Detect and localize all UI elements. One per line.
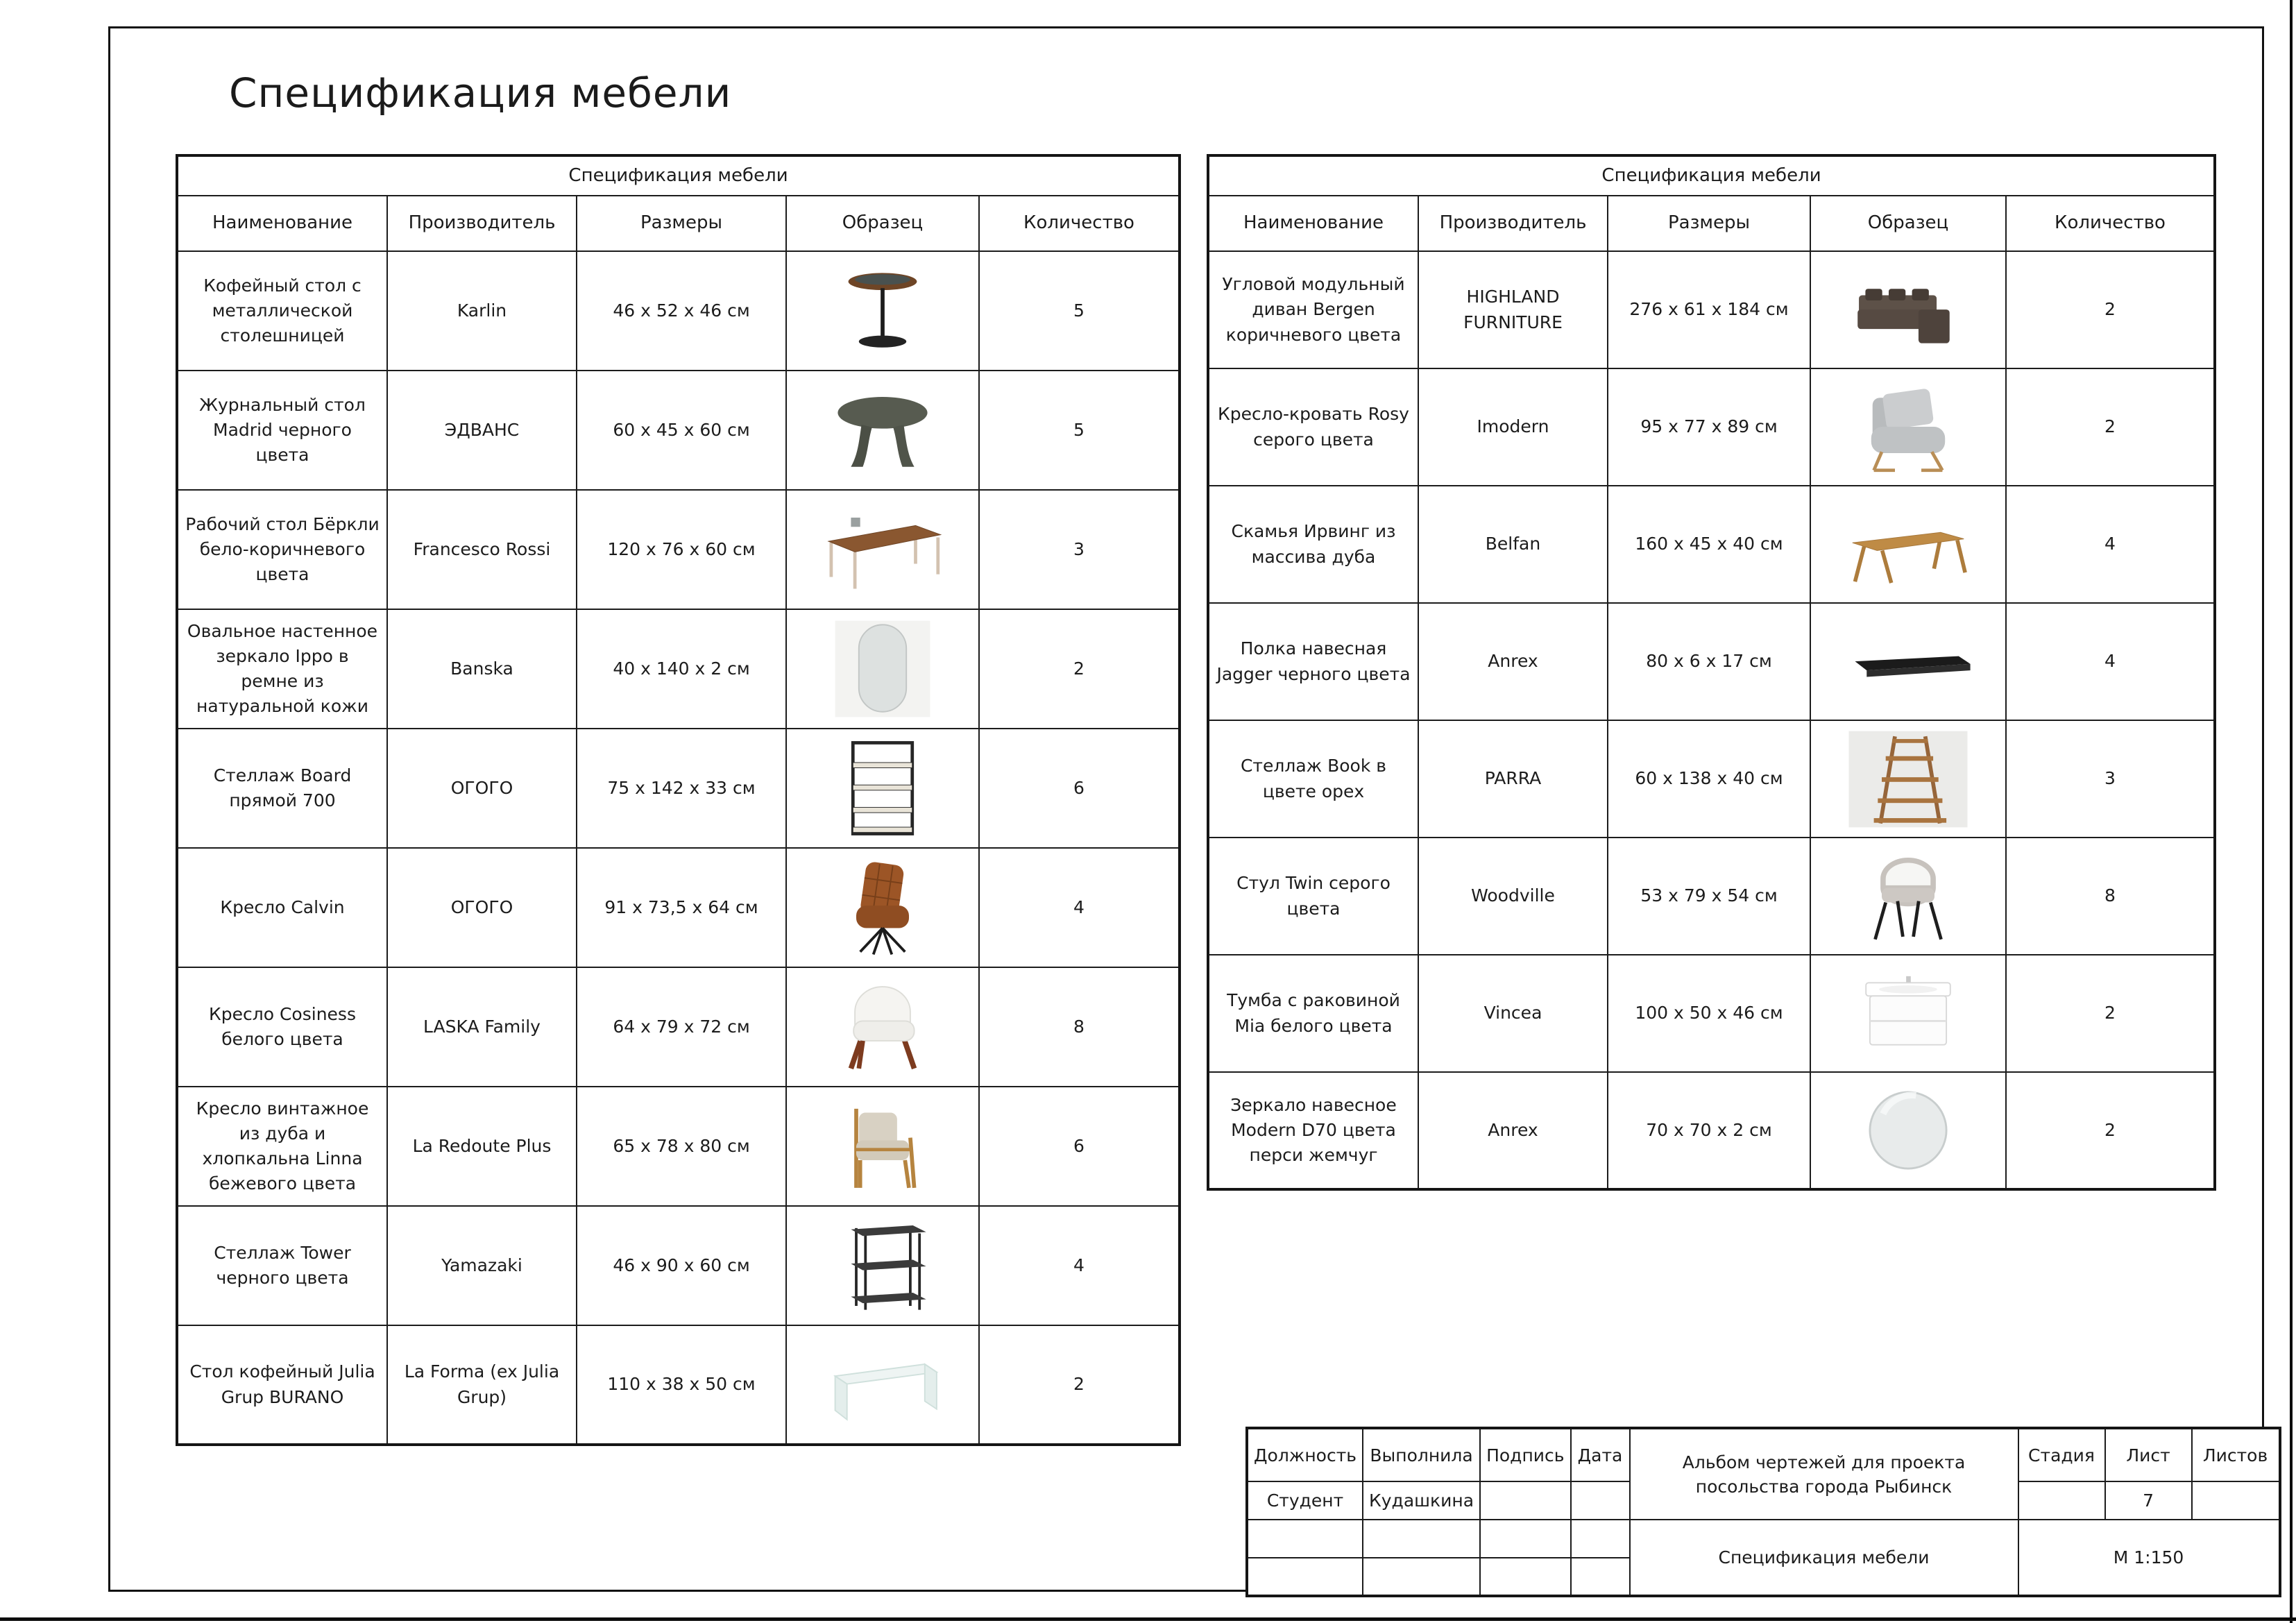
table-row xyxy=(177,490,1180,609)
table-row xyxy=(177,848,1180,967)
date-label: Дата xyxy=(1571,1428,1630,1481)
item-manufacturer: Anrex xyxy=(1418,603,1608,720)
item-manufacturer: PARRA xyxy=(1418,720,1608,838)
item-quantity: 2 xyxy=(2006,368,2215,486)
item-name: Стеллаж Tower черного цвета xyxy=(177,1206,387,1325)
item-quantity: 5 xyxy=(979,251,1180,371)
executed-by-label: Выполнила xyxy=(1363,1428,1480,1481)
title-block-empty-row xyxy=(1247,1520,2280,1558)
sample-image-board-shelf xyxy=(786,729,979,848)
item-quantity: 8 xyxy=(979,967,1180,1087)
item-dimensions: 110 х 38 х 50 см xyxy=(577,1325,786,1445)
item-dimensions: 95 х 77 х 89 см xyxy=(1608,368,1810,486)
table-row xyxy=(1208,251,2215,368)
sample-image-modern-mirror xyxy=(1810,1072,2006,1189)
item-name: Овальное настенное зеркало Ippo в ремне из натуральной кожи xyxy=(177,609,387,729)
sample-image-berkli-desk xyxy=(786,490,979,609)
item-manufacturer: HIGHLAND FURNITURE xyxy=(1418,251,1608,368)
signature-value xyxy=(1480,1481,1570,1520)
sheet-label: Лист xyxy=(2105,1428,2192,1481)
item-quantity: 4 xyxy=(979,848,1180,967)
item-manufacturer: Anrex xyxy=(1418,1072,1608,1189)
item-name: Стеллаж Book в цвете орех xyxy=(1208,720,1418,838)
position-value: Студент xyxy=(1247,1481,1363,1520)
item-manufacturer: Woodville xyxy=(1418,838,1608,955)
item-dimensions: 100 х 50 х 46 см xyxy=(1608,955,1810,1072)
item-name: Журнальный стол Madrid черного цвета xyxy=(177,371,387,490)
item-dimensions: 53 х 79 х 54 см xyxy=(1608,838,1810,955)
col-header-manufacturer: Производитель xyxy=(1418,196,1608,251)
item-name: Кресло Calvin xyxy=(177,848,387,967)
sample-image-burano-table xyxy=(786,1325,979,1445)
sample-image-mia-vanity xyxy=(1810,955,2006,1072)
column-header-row xyxy=(177,196,1180,251)
table-row xyxy=(177,1087,1180,1206)
item-manufacturer: LASKA Family xyxy=(387,967,577,1087)
item-manufacturer: La Redoute Plus xyxy=(387,1087,577,1206)
sample-image-tower-shelf xyxy=(786,1206,979,1325)
item-quantity: 2 xyxy=(979,1325,1180,1445)
item-name: Полка навесная Jagger черного цвета xyxy=(1208,603,1418,720)
item-dimensions: 46 х 90 х 60 см xyxy=(577,1206,786,1325)
item-dimensions: 46 х 52 х 46 см xyxy=(577,251,786,371)
date-value xyxy=(1571,1481,1630,1520)
executed-by-value: Кудашкина xyxy=(1363,1481,1480,1520)
sheets-value xyxy=(2192,1481,2280,1520)
col-header-manufacturer: Производитель xyxy=(387,196,577,251)
table-row xyxy=(177,251,1180,371)
item-name: Стеллаж Board прямой 700 xyxy=(177,729,387,848)
table-title: Спецификация мебели xyxy=(177,155,1180,196)
sample-image-madrid-table xyxy=(786,371,979,490)
item-name: Кофейный стол с металлической столешницей xyxy=(177,251,387,371)
col-header-quantity: Количество xyxy=(2006,196,2215,251)
sample-image-cosiness-chair xyxy=(786,967,979,1087)
col-header-dimensions: Размеры xyxy=(1608,196,1810,251)
table-row xyxy=(1208,368,2215,486)
item-quantity: 6 xyxy=(979,1087,1180,1206)
item-name: Стул Twin серого цвета xyxy=(1208,838,1418,955)
furniture-spec-table-left xyxy=(176,154,1181,1446)
stage-label: Стадия xyxy=(2018,1428,2105,1481)
table-row xyxy=(1208,486,2215,603)
table-row xyxy=(177,371,1180,490)
item-dimensions: 276 х 61 х 184 см xyxy=(1608,251,1810,368)
item-quantity: 2 xyxy=(979,609,1180,729)
sample-image-jagger-shelf xyxy=(1810,603,2006,720)
sample-image-calvin-chair xyxy=(786,848,979,967)
item-manufacturer: Karlin xyxy=(387,251,577,371)
item-manufacturer: Belfan xyxy=(1418,486,1608,603)
col-header-dimensions: Размеры xyxy=(577,196,786,251)
sample-image-irving-bench xyxy=(1810,486,2006,603)
table-row xyxy=(1208,838,2215,955)
item-quantity: 3 xyxy=(2006,720,2215,838)
table-row xyxy=(177,1325,1180,1445)
item-name: Стол кофейный Julia Grup BURANO xyxy=(177,1325,387,1445)
position-label: Должность xyxy=(1247,1428,1363,1481)
signature-label: Подпись xyxy=(1480,1428,1570,1481)
col-header-sample: Образец xyxy=(786,196,979,251)
item-quantity: 4 xyxy=(2006,603,2215,720)
table-title-row xyxy=(1208,155,2215,196)
item-quantity: 3 xyxy=(979,490,1180,609)
scale-value: М 1:150 xyxy=(2018,1520,2280,1596)
item-dimensions: 70 х 70 х 2 см xyxy=(1608,1072,1810,1189)
item-dimensions: 160 х 45 х 40 см xyxy=(1608,486,1810,603)
table-row xyxy=(177,729,1180,848)
sample-image-book-shelf xyxy=(1810,720,2006,838)
item-dimensions: 80 х 6 х 17 см xyxy=(1608,603,1810,720)
item-manufacturer: ОГОГО xyxy=(387,848,577,967)
item-manufacturer: Yamazaki xyxy=(387,1206,577,1325)
item-name: Угловой модульный диван Bergen коричневого цвета xyxy=(1208,251,1418,368)
item-dimensions: 65 х 78 х 80 см xyxy=(577,1087,786,1206)
col-header-quantity: Количество xyxy=(979,196,1180,251)
item-quantity: 2 xyxy=(2006,251,2215,368)
table-row xyxy=(1208,603,2215,720)
document-title: Спецификация мебели xyxy=(1630,1520,2018,1596)
item-manufacturer: Francesco Rossi xyxy=(387,490,577,609)
item-manufacturer: Vincea xyxy=(1418,955,1608,1072)
item-dimensions: 64 х 79 х 72 см xyxy=(577,967,786,1087)
table-row xyxy=(1208,955,2215,1072)
sample-image-linna-chair xyxy=(786,1087,979,1206)
col-header-name: Наименование xyxy=(177,196,387,251)
item-dimensions: 40 х 140 х 2 см xyxy=(577,609,786,729)
table-row xyxy=(177,609,1180,729)
sample-image-twin-chair xyxy=(1810,838,2006,955)
item-name: Рабочий стол Бёркли бело-коричневого цвета xyxy=(177,490,387,609)
item-dimensions: 91 х 73,5 х 64 см xyxy=(577,848,786,967)
item-manufacturer: ЭДВАНС xyxy=(387,371,577,490)
col-header-sample: Образец xyxy=(1810,196,2006,251)
item-dimensions: 60 х 138 х 40 см xyxy=(1608,720,1810,838)
item-dimensions: 75 х 142 х 33 см xyxy=(577,729,786,848)
item-quantity: 4 xyxy=(979,1206,1180,1325)
table-title-row xyxy=(177,155,1180,196)
item-quantity: 6 xyxy=(979,729,1180,848)
item-quantity: 2 xyxy=(2006,955,2215,1072)
item-name: Скамья Ирвинг из массива дуба xyxy=(1208,486,1418,603)
sample-image-bergen-sofa xyxy=(1810,251,2006,368)
item-quantity: 5 xyxy=(979,371,1180,490)
sheets-label: Листов xyxy=(2192,1428,2280,1481)
furniture-spec-table-right xyxy=(1207,154,2216,1191)
item-name: Кресло Cosiness белого цвета xyxy=(177,967,387,1087)
title-block xyxy=(1245,1427,2281,1597)
table-title: Спецификация мебели xyxy=(1208,155,2215,196)
item-dimensions: 60 х 45 х 60 см xyxy=(577,371,786,490)
item-quantity: 8 xyxy=(2006,838,2215,955)
item-dimensions: 120 х 76 х 60 см xyxy=(577,490,786,609)
page-title: Спецификация мебели xyxy=(229,69,732,117)
item-quantity: 2 xyxy=(2006,1072,2215,1189)
table-row xyxy=(177,967,1180,1087)
item-quantity: 4 xyxy=(2006,486,2215,603)
table-row xyxy=(177,1206,1180,1325)
sample-image-ippo-mirror xyxy=(786,609,979,729)
table-row xyxy=(1208,1072,2215,1189)
project-title: Альбом чертежей для проекта посольства города Рыбинск xyxy=(1630,1428,2018,1520)
item-manufacturer: La Forma (ex Julia Grup) xyxy=(387,1325,577,1445)
item-name: Зеркало навесное Modern D70 цвета перси жемчуг xyxy=(1208,1072,1418,1189)
sheet-number: 7 xyxy=(2105,1481,2192,1520)
item-manufacturer: ОГОГО xyxy=(387,729,577,848)
col-header-name: Наименование xyxy=(1208,196,1418,251)
stage-value xyxy=(2018,1481,2105,1520)
item-manufacturer: Banska xyxy=(387,609,577,729)
sheet-right-edge-line xyxy=(2290,0,2293,1623)
column-header-row xyxy=(1208,196,2215,251)
item-name: Кресло винтажное из дуба и хлопкальна Linna бежевого цвета xyxy=(177,1087,387,1206)
item-name: Кресло-кровать Rosy серого цвета xyxy=(1208,368,1418,486)
title-block-header-row xyxy=(1247,1428,2280,1481)
sample-image-coffee-table-karlin xyxy=(786,251,979,371)
sheet-bottom-edge-line xyxy=(0,1617,2296,1621)
item-manufacturer: Imodern xyxy=(1418,368,1608,486)
sample-image-rosy-chair-bed xyxy=(1810,368,2006,486)
item-name: Тумба с раковиной Mia белого цвета xyxy=(1208,955,1418,1072)
table-row xyxy=(1208,720,2215,838)
